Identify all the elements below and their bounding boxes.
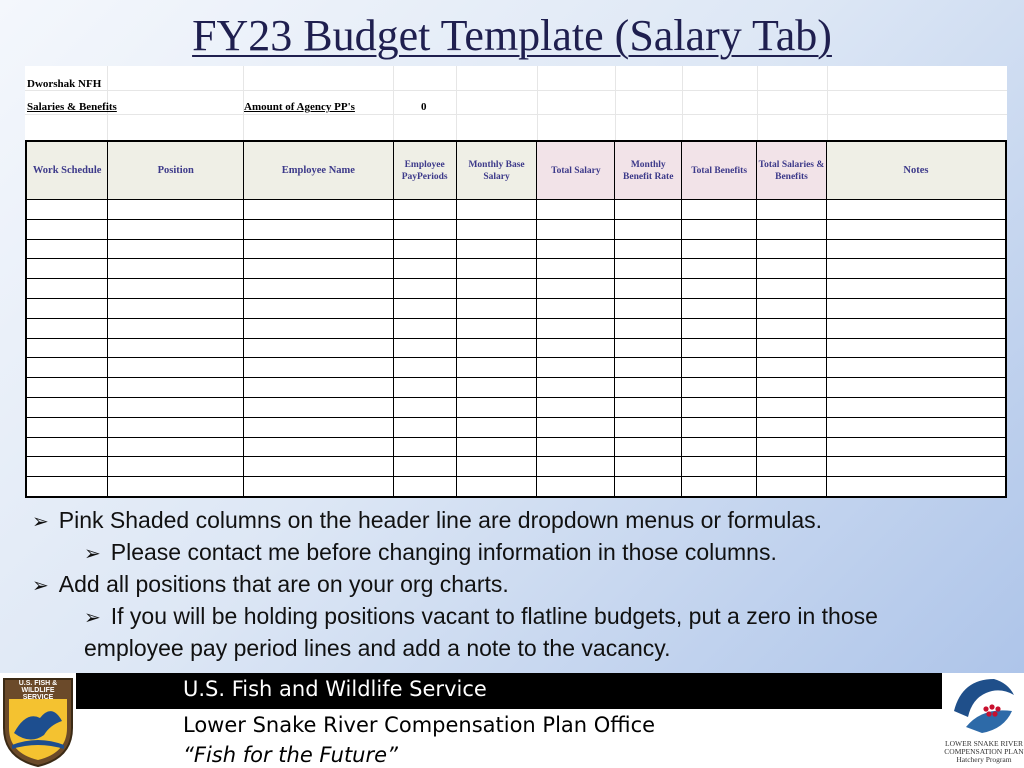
table-cell[interactable] (108, 239, 244, 259)
table-cell[interactable] (244, 239, 394, 259)
table-cell[interactable] (537, 239, 615, 259)
table-cell[interactable] (108, 219, 244, 239)
table-cell[interactable] (826, 437, 1006, 457)
table-cell[interactable] (537, 358, 615, 378)
arrow-bullet-icon: ➢ (84, 543, 101, 565)
table-cell[interactable] (26, 358, 108, 378)
table-cell[interactable] (393, 338, 456, 358)
table-cell[interactable] (456, 397, 537, 417)
table-cell[interactable] (456, 338, 537, 358)
table-cell[interactable] (393, 259, 456, 279)
footer-bar (0, 673, 1024, 709)
table-cell[interactable] (757, 259, 827, 279)
table-cell[interactable] (615, 397, 682, 417)
table-cell[interactable] (537, 298, 615, 318)
table-cell[interactable] (537, 417, 615, 437)
table-cell[interactable] (682, 219, 757, 239)
table-cell[interactable] (615, 338, 682, 358)
table-cell[interactable] (615, 318, 682, 338)
fws-logo-text: U.S. FISH & WILDLIFE SERVICE (18, 680, 58, 701)
table-cell[interactable] (244, 457, 394, 477)
table-cell[interactable] (615, 259, 682, 279)
table-cell[interactable] (244, 259, 394, 279)
table-cell[interactable] (456, 200, 537, 220)
table-cell[interactable] (682, 437, 757, 457)
table-cell[interactable] (826, 397, 1006, 417)
table-cell[interactable] (682, 457, 757, 477)
agency-pp-label: Amount of Agency PP's (244, 101, 355, 113)
table-row (26, 239, 1006, 259)
table-cell[interactable] (615, 437, 682, 457)
table-cell[interactable] (244, 318, 394, 338)
table-cell[interactable] (826, 318, 1006, 338)
table-cell[interactable] (244, 219, 394, 239)
col-employee-name[interactable]: Employee Name (244, 141, 394, 200)
table-cell[interactable] (244, 378, 394, 398)
table-cell[interactable] (456, 378, 537, 398)
table-cell[interactable] (244, 437, 394, 457)
table-cell[interactable] (682, 239, 757, 259)
table-cell[interactable] (615, 457, 682, 477)
table-cell[interactable] (456, 477, 537, 497)
table-cell[interactable] (757, 457, 827, 477)
table-cell[interactable] (108, 338, 244, 358)
office-name: Lower Snake River Compensation Plan Office (183, 713, 656, 737)
table-cell[interactable] (615, 378, 682, 398)
table-cell[interactable] (393, 437, 456, 457)
table-cell[interactable] (26, 298, 108, 318)
table-cell[interactable] (244, 200, 394, 220)
col-total-salary[interactable]: Total Salary (537, 141, 615, 200)
table-cell[interactable] (393, 298, 456, 318)
table-row (26, 358, 1006, 378)
agency-name: U.S. Fish and Wildlife Service (183, 677, 487, 701)
table-cell[interactable] (537, 457, 615, 477)
table-cell[interactable] (108, 279, 244, 299)
table-row (26, 397, 1006, 417)
table-cell[interactable] (456, 318, 537, 338)
table-row (26, 338, 1006, 358)
table-cell[interactable] (615, 417, 682, 437)
table-cell[interactable] (393, 239, 456, 259)
table-cell[interactable] (26, 259, 108, 279)
table-cell[interactable] (108, 200, 244, 220)
table-cell[interactable] (826, 358, 1006, 378)
table-body (26, 200, 1006, 497)
table-cell[interactable] (108, 298, 244, 318)
table-cell[interactable] (682, 338, 757, 358)
table-cell[interactable] (826, 378, 1006, 398)
table-cell[interactable] (108, 318, 244, 338)
table-cell[interactable] (682, 378, 757, 398)
table-cell[interactable] (757, 477, 827, 497)
table-cell[interactable] (456, 457, 537, 477)
table-cell[interactable] (537, 437, 615, 457)
table-cell[interactable] (757, 200, 827, 220)
table-cell[interactable] (26, 239, 108, 259)
table-row (26, 259, 1006, 279)
fish-emblem-icon (942, 673, 1024, 739)
table-cell[interactable] (393, 477, 456, 497)
col-employee-payperiods[interactable]: Employee PayPeriods (393, 141, 456, 200)
col-work-schedule[interactable]: Work Schedule (26, 141, 108, 200)
table-row (26, 318, 1006, 338)
table-cell[interactable] (537, 200, 615, 220)
bullet-item: ➢ Add all positions that are on your org charts. (32, 571, 509, 597)
col-monthly-base-salary[interactable]: Monthly Base Salary (456, 141, 537, 200)
arrow-bullet-icon: ➢ (32, 511, 49, 533)
table-cell[interactable] (757, 318, 827, 338)
table-row (26, 477, 1006, 497)
table-cell[interactable] (615, 279, 682, 299)
table-cell[interactable] (244, 397, 394, 417)
table-cell[interactable] (26, 318, 108, 338)
table-cell[interactable] (456, 417, 537, 437)
sheet-info (25, 66, 1007, 140)
table-cell[interactable] (615, 477, 682, 497)
table-cell[interactable] (393, 318, 456, 338)
table-cell[interactable] (615, 219, 682, 239)
table-cell[interactable] (757, 417, 827, 437)
col-position[interactable]: Position (108, 141, 244, 200)
table-cell[interactable] (682, 259, 757, 279)
table-cell[interactable] (826, 417, 1006, 437)
table-cell[interactable] (108, 417, 244, 437)
table-cell[interactable] (682, 358, 757, 378)
slogan: “Fish for the Future” (183, 743, 398, 767)
bullet-item: ➢ Pink Shaded columns on the header line are dropdown menus or formulas. (32, 507, 823, 533)
table-cell[interactable] (393, 219, 456, 239)
table-cell[interactable] (537, 378, 615, 398)
table-cell[interactable] (757, 338, 827, 358)
salary-table (25, 140, 1007, 498)
table-cell[interactable] (26, 338, 108, 358)
bullet-item: ➢ If you will be holding positions vacant to flatline budgets, put a zero in those (84, 603, 878, 629)
table-cell[interactable] (757, 378, 827, 398)
table-cell[interactable] (393, 200, 456, 220)
table-cell[interactable] (26, 378, 108, 398)
col-total-salaries-benefits[interactable]: Total Salaries & Benefits (757, 141, 827, 200)
table-row (26, 279, 1006, 299)
table-cell[interactable] (244, 279, 394, 299)
table-cell[interactable] (757, 239, 827, 259)
table-cell[interactable] (757, 298, 827, 318)
table-cell[interactable] (108, 457, 244, 477)
table-cell[interactable] (757, 397, 827, 417)
table-cell[interactable] (826, 200, 1006, 220)
table-cell[interactable] (682, 200, 757, 220)
table-row (26, 200, 1006, 220)
table-cell[interactable] (108, 477, 244, 497)
facility-name: Dworshak NFH (27, 78, 102, 90)
table-cell[interactable] (108, 358, 244, 378)
table-cell[interactable] (393, 457, 456, 477)
table-cell[interactable] (244, 417, 394, 437)
table-cell[interactable] (537, 397, 615, 417)
table-cell[interactable] (108, 397, 244, 417)
table-cell[interactable] (393, 417, 456, 437)
table-cell[interactable] (826, 298, 1006, 318)
agency-pp-value[interactable]: 0 (421, 101, 427, 113)
table-cell[interactable] (615, 358, 682, 378)
table-cell[interactable] (682, 279, 757, 299)
table-cell[interactable] (682, 298, 757, 318)
table-cell[interactable] (537, 279, 615, 299)
table-cell[interactable] (615, 239, 682, 259)
table-cell[interactable] (682, 397, 757, 417)
table-cell[interactable] (244, 298, 394, 318)
table-cell[interactable] (826, 259, 1006, 279)
table-cell[interactable] (537, 259, 615, 279)
table-cell[interactable] (826, 457, 1006, 477)
col-monthly-benefit-rate[interactable]: Monthly Benefit Rate (615, 141, 682, 200)
table-cell[interactable] (393, 397, 456, 417)
table-cell[interactable] (826, 477, 1006, 497)
table-cell[interactable] (456, 259, 537, 279)
table-cell[interactable] (244, 338, 394, 358)
spreadsheet (25, 66, 1007, 496)
table-cell[interactable] (456, 298, 537, 318)
table-cell[interactable] (757, 358, 827, 378)
col-notes[interactable]: Notes (826, 141, 1006, 200)
table-cell[interactable] (456, 437, 537, 457)
table-cell[interactable] (26, 200, 108, 220)
bullet-continuation: employee pay period lines and add a note to the vacancy. (84, 635, 671, 661)
table-cell[interactable] (26, 219, 108, 239)
table-cell[interactable] (682, 477, 757, 497)
table-cell[interactable] (108, 378, 244, 398)
table-cell[interactable] (26, 437, 108, 457)
table-cell[interactable] (757, 437, 827, 457)
table-cell[interactable] (393, 378, 456, 398)
table-cell[interactable] (537, 219, 615, 239)
table-row (26, 378, 1006, 398)
table-row (26, 457, 1006, 477)
table-cell[interactable] (26, 279, 108, 299)
table-cell[interactable] (244, 477, 394, 497)
lsrcp-logo-text: LOWER SNAKE RIVER COMPENSATION PLAN Hatchery Program (944, 739, 1024, 764)
table-cell[interactable] (456, 239, 537, 259)
table-cell[interactable] (26, 457, 108, 477)
table-cell[interactable] (682, 417, 757, 437)
slide-title: FY23 Budget Template (Salary Tab) (192, 11, 832, 60)
table-cell[interactable] (537, 477, 615, 497)
table-cell[interactable] (456, 358, 537, 378)
table-row (26, 417, 1006, 437)
table-cell[interactable] (537, 338, 615, 358)
table-cell[interactable] (826, 279, 1006, 299)
col-total-benefits[interactable]: Total Benefits (682, 141, 757, 200)
table-cell[interactable] (757, 279, 827, 299)
table-cell[interactable] (615, 298, 682, 318)
header-row (26, 141, 1006, 200)
table-cell[interactable] (537, 318, 615, 338)
table-cell[interactable] (393, 279, 456, 299)
table-cell[interactable] (108, 259, 244, 279)
table-cell[interactable] (682, 318, 757, 338)
arrow-bullet-icon: ➢ (32, 575, 49, 597)
table-cell[interactable] (26, 477, 108, 497)
arrow-bullet-icon: ➢ (84, 607, 101, 629)
table-cell[interactable] (244, 358, 394, 378)
instructions (32, 505, 1012, 663)
table-cell[interactable] (826, 219, 1006, 239)
table-cell[interactable] (108, 437, 244, 457)
table-cell[interactable] (615, 200, 682, 220)
bullet-item: ➢ Please contact me before changing information in those columns. (84, 539, 777, 565)
section-label: Salaries & Benefits (27, 101, 117, 113)
table-cell[interactable] (826, 239, 1006, 259)
table-cell[interactable] (826, 338, 1006, 358)
table-cell[interactable] (456, 219, 537, 239)
table-cell[interactable] (26, 417, 108, 437)
table-cell[interactable] (26, 397, 108, 417)
table-cell[interactable] (757, 219, 827, 239)
table-row (26, 298, 1006, 318)
table-cell[interactable] (456, 279, 537, 299)
table-cell[interactable] (393, 358, 456, 378)
table-row (26, 219, 1006, 239)
table-row (26, 437, 1006, 457)
